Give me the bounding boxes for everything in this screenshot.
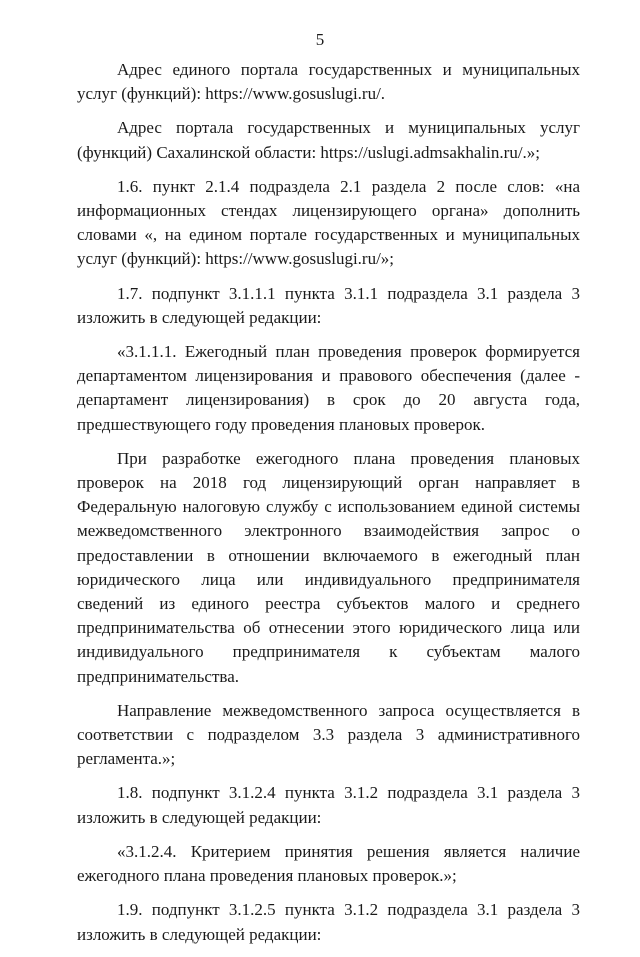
page-number: 5 xyxy=(315,30,325,49)
paragraph-plan-2018: При разработке ежегодного плана проведения плановых проверок на 2018 год лицензирующий орган направляет в Федеральную налоговую службу с использованием единой системы межведомственного электронного взаимодействия запрос о предоставлении в отношении включаемого в ежегодный план юридического лица или индивидуального предпринимателя сведений из единого реестра субъектов малого и среднего предпринимательства об отнесении этого юридического лица или индивидуального предпринимателя к субъектам малого предпринимательства. xyxy=(77,448,580,686)
paragraph-item-1-8: 1.8. подпункт 3.1.2.4 пункта 3.1.2 подраздела 3.1 раздела 3 изложить в следующей редакции: xyxy=(77,783,580,827)
paragraph-item-1-7: 1.7. подпункт 3.1.1.1 пункта 3.1.1 подраздела 3.1 раздела 3 изложить в следующей редакции: xyxy=(77,283,580,327)
paragraph-3-1-1-1: «3.1.1.1. Ежегодный план проведения проверок формируется департаментом лицензирования и правового обеспечения (далее - департамент лицензирования) в срок до 20 августа года, предшествующего году проведения плановых проверок. xyxy=(77,342,580,434)
paragraph-interdepartmental-request: Направление межведомственного запроса осуществляется в соответствии с подразделом 3.3 раздела 3 административного регламента.»; xyxy=(77,700,580,769)
paragraph-item-1-9: 1.9. подпункт 3.1.2.5 пункта 3.1.2 подраздела 3.1 раздела 3 изложить в следующей редакции: xyxy=(77,900,580,944)
paragraph-portal-address: Адрес единого портала государственных и муниципальных услуг (функций): https://www.gosuslugi.ru/. xyxy=(77,60,580,104)
paragraph-regional-portal-address: Адрес портала государственных и муниципальных услуг (функций) Сахалинской области: https://uslugi.admsakhalin.ru/.»; xyxy=(77,118,580,162)
document-body xyxy=(77,58,580,957)
paragraph-item-1-6: 1.6. пункт 2.1.4 подраздела 2.1 раздела 2 после слов: «на информационных стендах лицензирующего органа» дополнить словами «, на едином портале государственных и муниципальных услуг (функций): https://www.gosuslugi.ru/»; xyxy=(77,176,580,269)
paragraph-3-1-2-4: «3.1.2.4. Критерием принятия решения является наличие ежегодного плана проведения плановых проверок.»; xyxy=(77,841,580,886)
